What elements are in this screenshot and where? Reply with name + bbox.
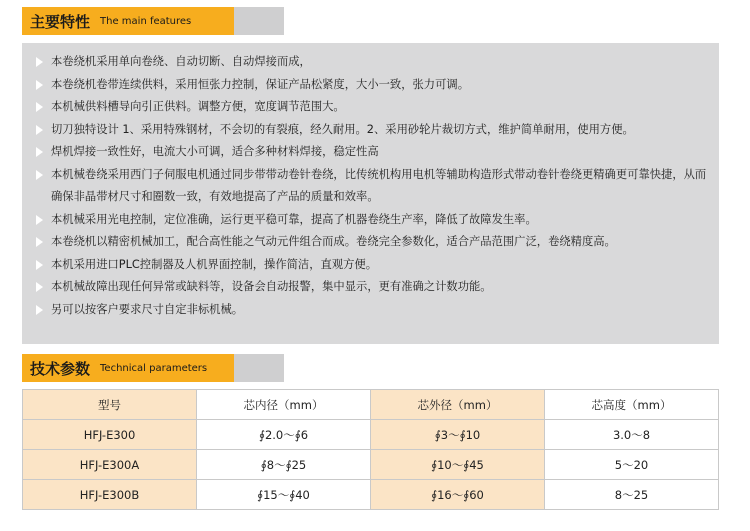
feature-text: 本卷绕机以精密机械加工，配合高性能之气动元件组合而成。卷绕完全参数化，适合产品范围广泛，卷绕精度高。 <box>51 235 616 248</box>
feature-text: 本机械供料槽导向引正供料。调整方便，宽度调节范围大。 <box>51 100 345 113</box>
params-section-header <box>22 354 284 382</box>
triangle-bullet-icon <box>36 147 43 157</box>
triangle-bullet-icon <box>36 237 43 247</box>
triangle-bullet-icon <box>36 102 43 112</box>
feature-text: 本卷绕机卷带连续供料，采用恒张力控制，保证产品松紧度，大小一致，张力可调。 <box>51 77 469 91</box>
cell-inner-diameter: ∮2.0～∮6 <box>197 420 371 450</box>
triangle-bullet-icon <box>36 260 43 270</box>
feature-item <box>36 254 709 277</box>
feature-item <box>36 164 709 209</box>
header-model: 型号 <box>23 390 197 420</box>
feature-text: 另可以按客户要求尺寸自定非标机械。 <box>51 302 244 316</box>
triangle-bullet-icon <box>36 125 43 135</box>
table-row <box>23 480 719 510</box>
table-header-row <box>23 390 719 420</box>
cell-outer-diameter: ∮10～∮45 <box>371 450 545 480</box>
cell-model: HFJ-E300B <box>23 480 197 510</box>
feature-item <box>36 51 709 74</box>
feature-text: 本机采用进口PLC控制器及人机界面控制，操作简洁，直观方便。 <box>51 257 378 271</box>
triangle-bullet-icon <box>36 57 43 67</box>
triangle-bullet-icon <box>36 170 43 180</box>
feature-item <box>36 96 709 119</box>
params-title-bar <box>22 354 234 382</box>
triangle-bullet-icon <box>36 282 43 292</box>
table-row <box>23 420 719 450</box>
params-title-tail <box>234 354 284 382</box>
feature-item <box>36 276 709 299</box>
cell-model: HFJ-E300A <box>23 450 197 480</box>
feature-text: 本机械卷绕采用西门子伺服电机通过同步带带动卷针卷绕，比传统机构用电机等辅助构造形式带动卷针卷绕更精确更可靠快捷，从而确保非晶带材尺寸和圈数一致，有效地提高了产品的质量和效率。 <box>51 167 707 203</box>
feature-text: 焊机焊接一致性好，电流大小可调，适合多种材料焊接，稳定性高 <box>51 145 379 158</box>
params-title-cn: 技术参数 <box>30 359 91 378</box>
feature-text: 本卷绕机采用单向卷绕、自动切断、自动焊接而成， <box>51 55 311 68</box>
triangle-bullet-icon <box>36 215 43 225</box>
header-inner-diameter: 芯内径（mm） <box>197 390 371 420</box>
header-outer-diameter: 芯外径（mm） <box>371 390 545 420</box>
cell-inner-diameter: ∮8～∮25 <box>197 450 371 480</box>
feature-item <box>36 209 709 232</box>
cell-inner-diameter: ∮15～∮40 <box>197 480 371 510</box>
feature-item <box>36 119 709 142</box>
feature-text: 本机械采用光电控制，定位准确，运行更平稳可靠，提高了机器卷绕生产率，降低了故障发生率。 <box>51 212 537 226</box>
features-title-cn: 主要特性 <box>30 12 91 31</box>
params-table <box>22 389 719 510</box>
triangle-bullet-icon <box>36 80 43 90</box>
feature-text: 本机械故障出现任何异常或缺料等，设备会自动报警，集中显示，更有准确之计数功能。 <box>51 280 492 293</box>
feature-item <box>36 299 709 322</box>
params-title-en: Technical parameters <box>100 362 208 374</box>
features-section-header <box>22 7 284 35</box>
cell-outer-diameter: ∮3～∮10 <box>371 420 545 450</box>
feature-text: 切刀独特设计 1、采用特殊钢材，不会切的有裂痕，经久耐用。2、采用砂轮片裁切方式，维护简单耐用，使用方便。 <box>51 122 634 136</box>
triangle-bullet-icon <box>36 305 43 315</box>
feature-item <box>36 74 709 97</box>
cell-core-height: 5～20 <box>545 450 719 480</box>
features-title-en: The main features <box>100 15 192 27</box>
table-row <box>23 450 719 480</box>
feature-item <box>36 141 709 164</box>
features-title-tail <box>234 7 284 35</box>
cell-core-height: 3.0～8 <box>545 420 719 450</box>
header-core-height: 芯高度（mm） <box>545 390 719 420</box>
features-title-bar <box>22 7 234 35</box>
features-panel <box>22 43 719 344</box>
cell-outer-diameter: ∮16～∮60 <box>371 480 545 510</box>
feature-item <box>36 231 709 254</box>
cell-model: HFJ-E300 <box>23 420 197 450</box>
cell-core-height: 8～25 <box>545 480 719 510</box>
